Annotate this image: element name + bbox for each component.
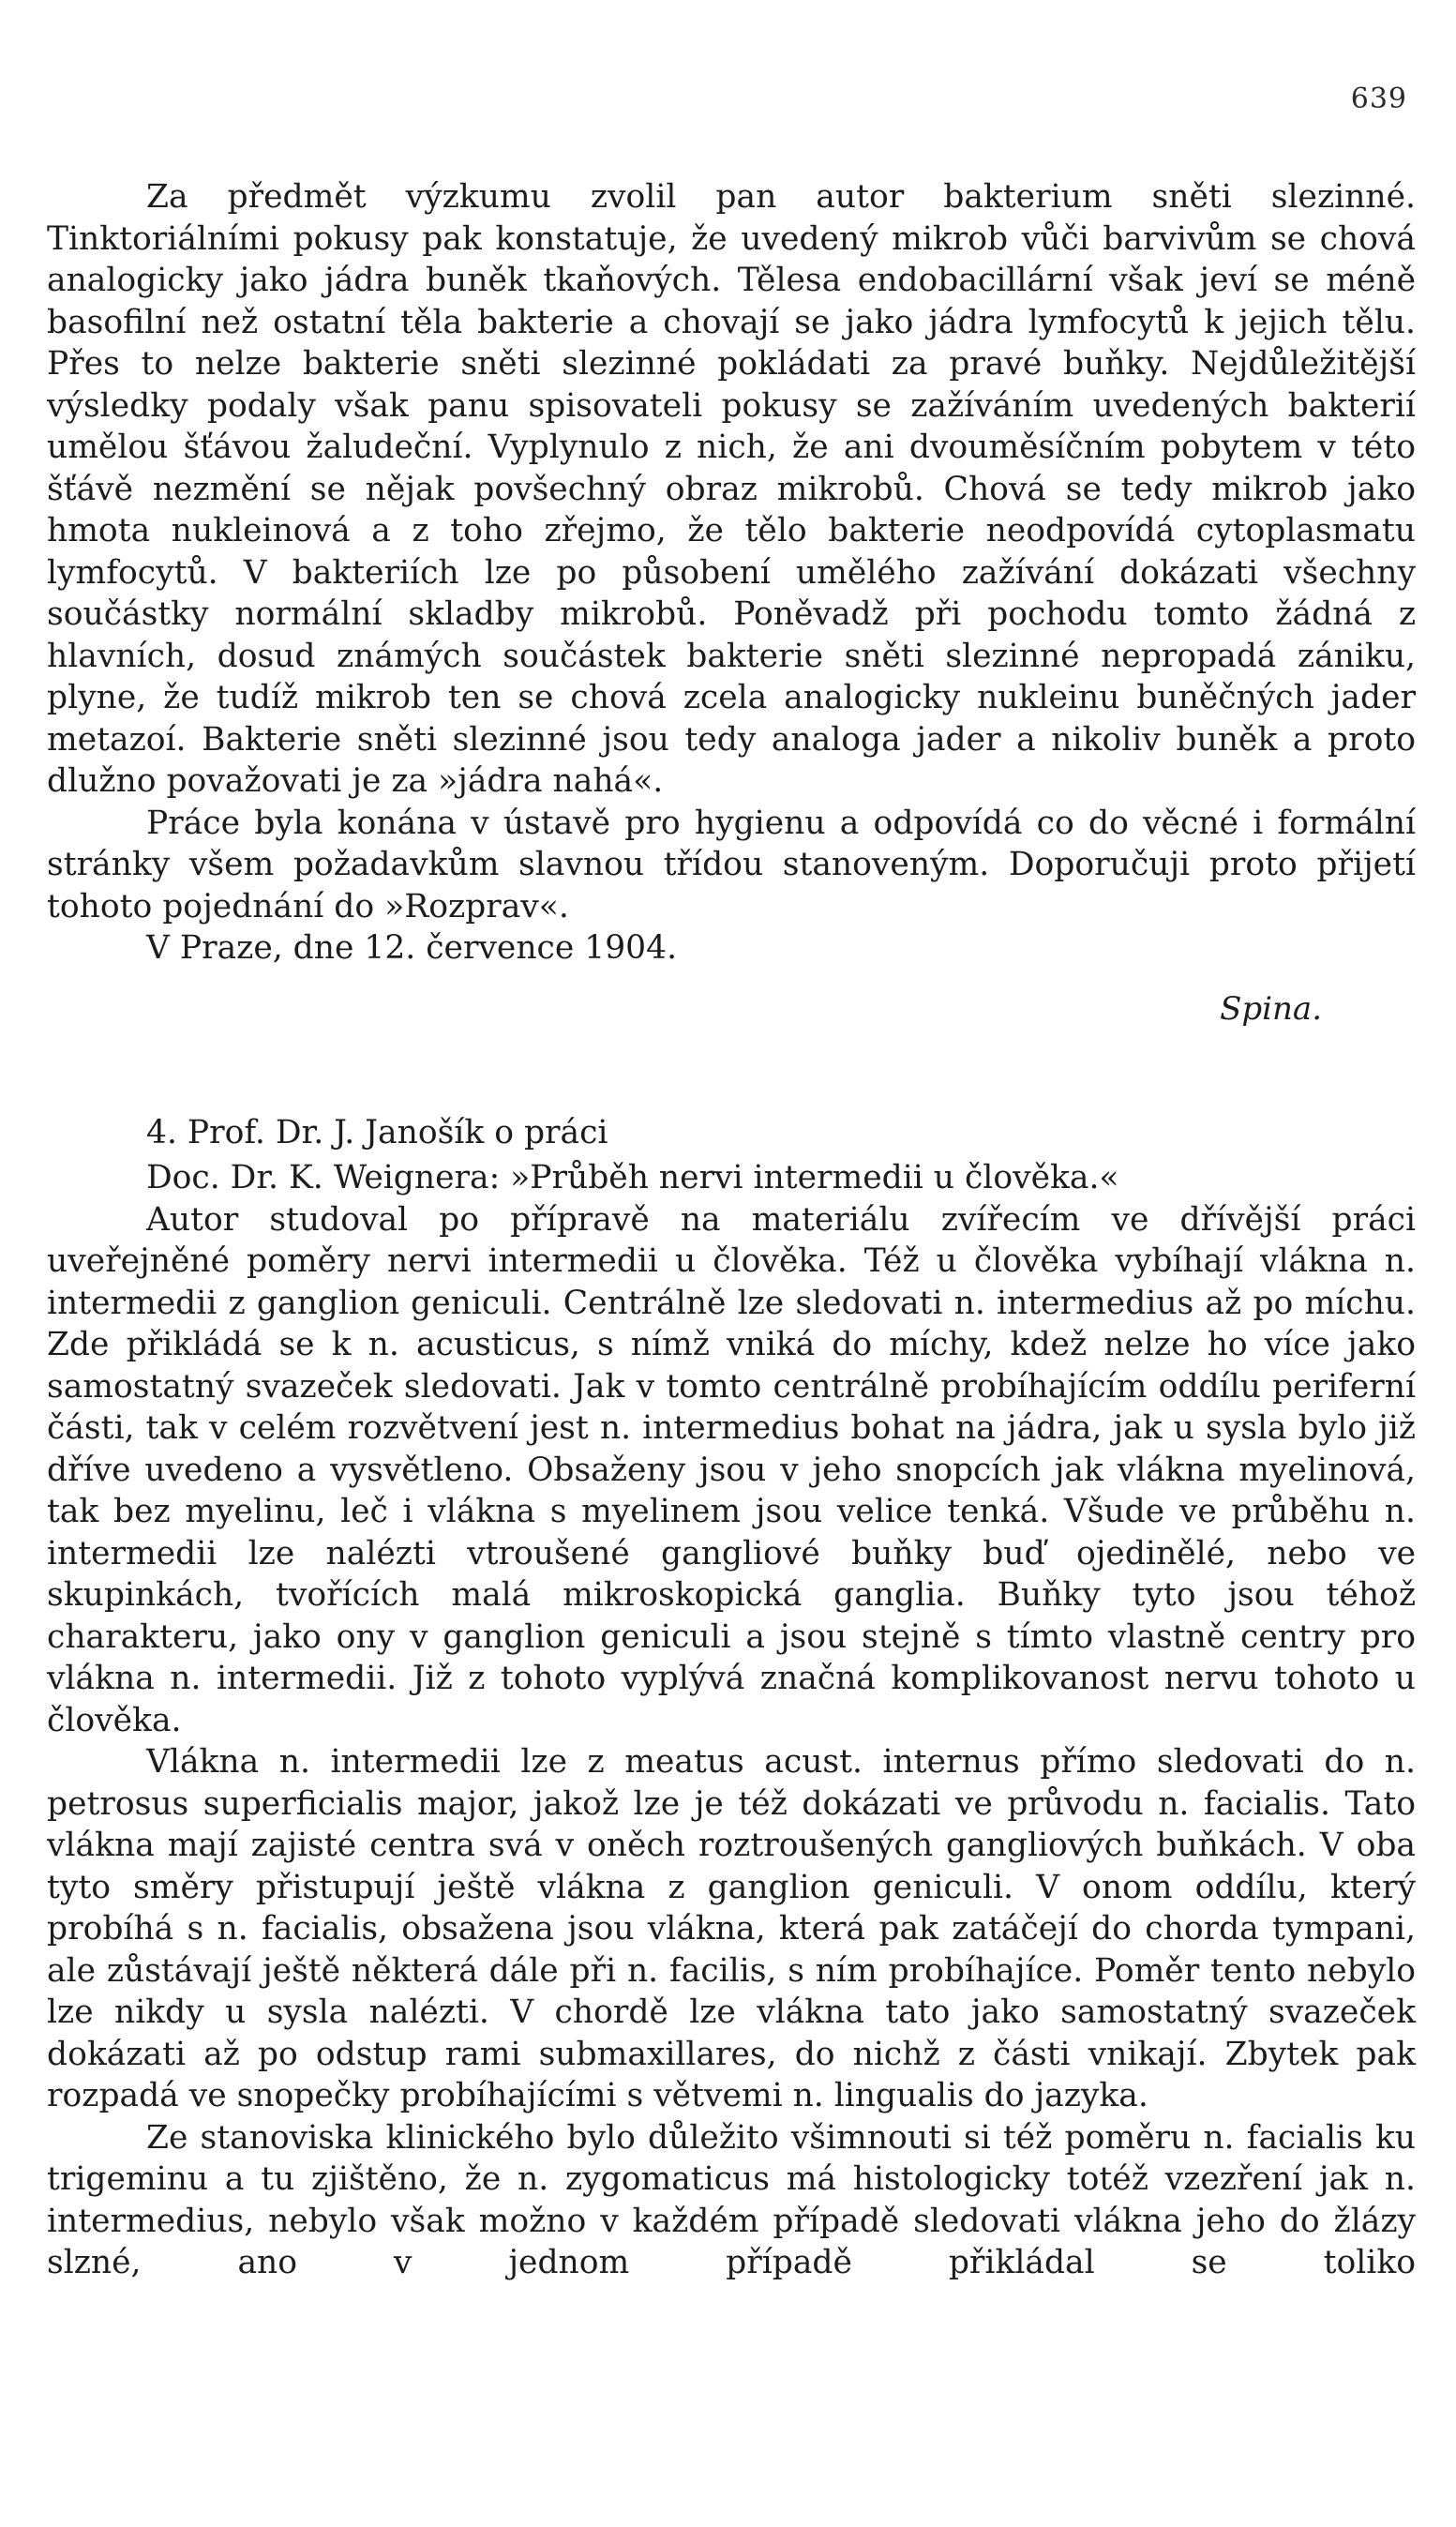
- signature-spina: Spina.: [1220, 989, 1322, 1028]
- paragraph-date: V Praze, dne 12. července 1904.: [146, 929, 678, 967]
- section-heading-line2: Doc. Dr. K. Weignera: »Průběh nervi intermedii u člověka.«: [146, 1159, 1119, 1196]
- page-number: 639: [1350, 83, 1407, 115]
- paragraph-bacterium-study: Za předmět výzkumu zvolil pan autor bakterium sněti slezinné. Tinktoriálními pokusy pak konstatuje, že uvedený mikrob vůči barvivům se chová analogicky jako jádra buněk tkaňových. Tělesa endobacillární však jeví se méně basofilní než ostatní těla bakterie a chovají se jako jádra lymfocytů k jejich tělu. Přes to nelze bakterie sněti slezinné pokládati za pravé buňky. Nejdůležitější výsledky podaly však panu spisovateli pokusy se zažíváním uvedených bakterií umělou šťávou žaludeční. Vyplynulo z nich, že ani dvouměsíčním pobytem v této šťávě nezmění se nějak povšechný obraz mikrobů. Chová se tedy mikrob jako hmota nukleinová a z toho zřejmo, že tělo bakterie neodpovídá cytoplasmatu lymfocytů. V bakteriích lze po působení umělého zažívání dokázati všechny součástky normální skladby mikrobů. Poněvadž při pochodu tomto žádná z hlavních, dosud známých součástek bakterie sněti slezinné nepropadá zániku, plyne, že tudíž mikrob ten se chová zcela analogicky nukleinu buněčných jader metazoí. Bakterie sněti slezinné jsou tedy analoga jader a nikoliv buněk a proto dlužno považovati je za »jádra nahá«.: [47, 178, 1416, 800]
- section-heading-line1: 4. Prof. Dr. J. Janošík o práci: [146, 1113, 608, 1151]
- paragraph-intermedius-fibers: Vlákna n. intermedii lze z meatus acust. internus přímo sledovati do n. petrosus superficialis major, jakož lze je též dokázati ve průvodu n. facialis. Tato vlákna mají zajisté centra svá v oněch roztroušených gangliových buňkách. V oba tyto směry přistupují ještě vlákna z ganglion geniculi. V onom oddílu, který probíhá s n. facialis, obsažena jsou vlákna, která pak zatáčejí do chorda tympani, ale zůstávají ještě některá dále při n. facilis, s ním probíhajíce. Poměr tento nebylo lze nikdy u sysla nalézti. V chordě lze vlákna tato jako samostatný svazeček dokázati až po odstup rami submaxillares, do nichž z části vnikají. Zbytek pak rozpadá ve snopečky probíhajícími s větvemi n. lingualis do jazyka.: [47, 1743, 1416, 2114]
- paragraph-clinical-view: Ze stanoviska klinického bylo důležito všimnouti si též poměru n. facialis ku trigeminu a tu zjištěno, že n. zygomaticus má histologicky totéž vzezření jak n. intermedius, nebylo však možno v každém případě sledovati vlákna jeho do žlázy slzné, ano v jednom případě přikládal se toliko: [47, 2118, 1416, 2281]
- paragraph-recommendation: Práce byla konána v ústavě pro hygienu a odpovídá co do věcné i formální stránky všem požadavkům slavnou třídou stanoveným. Doporučuji proto přijetí tohoto pojednání do »Rozprav«.: [47, 804, 1416, 925]
- paragraph-intermedius-study: Autor studoval po přípravě na materiálu zvířecím ve dřívější práci uveřejněné poměry nervi intermedii u člověka. Též u člověka vybíhají vlákna n. intermedii z ganglion geniculi. Centrálně lze sledovati n. intermedius až po míchu. Zde přikládá se k n. acusticus, s nímž vniká do míchy, kdež nelze ho více jako samostatný svazeček sledovati. Jak v tomto centrálně probíhajícím oddílu periferní části, tak v celém rozvětvení jest n. intermedius bohat na jádra, jak u sysla bylo již dříve uvedeno a vysvětleno. Obsaženy jsou v jeho snopcích jak vlákna myelinová, tak bez myelinu, leč i vlákna s myelinem jsou velice tenká. Všude ve průběhu n. intermedii lze nalézti vtroušené gangliové buňky buď ojedinělé, nebo ve skupinkách, tvořících malá mikroskopická ganglia. Buňky tyto jsou téhož charakteru, jako ony v ganglion geniculi a jsou stejně s tímto vlastně centry pro vlákna n. intermedii. Již z tohoto vyplývá značná komplikovanost nervu tohoto u člověka.: [47, 1200, 1416, 1739]
- body-text: [47, 176, 1416, 2284]
